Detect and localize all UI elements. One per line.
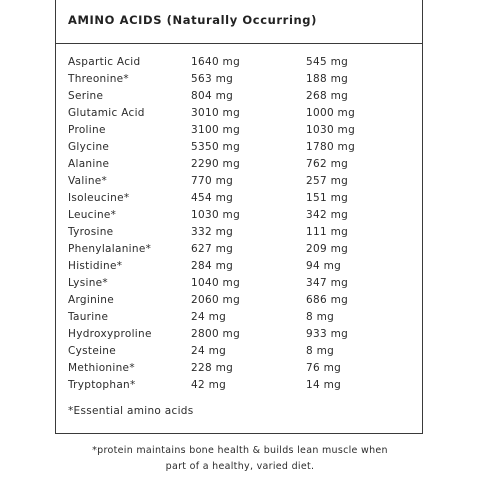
amino-acid-list	[68, 54, 418, 394]
amount-column-1: 563 mg	[191, 73, 234, 85]
amino-acid-name: Glutamic Acid	[68, 107, 145, 119]
amount-column-1: 2290 mg	[191, 158, 241, 170]
amount-column-1: 770 mg	[191, 175, 234, 187]
amount-column-1: 1040 mg	[191, 277, 241, 289]
table-row	[68, 241, 418, 258]
amount-column-2: 347 mg	[306, 277, 349, 289]
amount-column-1: 454 mg	[191, 192, 234, 204]
table-row	[68, 292, 418, 309]
table-row	[68, 207, 418, 224]
amount-column-2: 14 mg	[306, 379, 342, 391]
amount-column-2: 209 mg	[306, 243, 349, 255]
table-row	[68, 173, 418, 190]
amount-column-2: 686 mg	[306, 294, 349, 306]
amino-acid-name: Histidine*	[68, 260, 123, 272]
amount-column-2: 257 mg	[306, 175, 349, 187]
amino-acid-name: Lysine*	[68, 277, 108, 289]
amount-column-1: 228 mg	[191, 362, 234, 374]
amino-acid-name: Glycine	[68, 141, 110, 153]
table-row	[68, 88, 418, 105]
amount-column-1: 5350 mg	[191, 141, 241, 153]
panel-title: AMINO ACIDS (Naturally Occurring)	[68, 13, 317, 27]
protein-note-line-1: *protein maintains bone health & builds lean muscle when	[92, 445, 388, 456]
amino-acid-name: Cysteine	[68, 345, 117, 357]
amount-column-1: 24 mg	[191, 311, 227, 323]
amino-acid-name: Phenylalanine*	[68, 243, 152, 255]
table-row	[68, 258, 418, 275]
amount-column-1: 42 mg	[191, 379, 227, 391]
table-row	[68, 360, 418, 377]
amount-column-2: 933 mg	[306, 328, 349, 340]
amino-acid-name: Alanine	[68, 158, 110, 170]
title-divider	[56, 43, 422, 44]
amino-acid-name: Tryptophan*	[68, 379, 136, 391]
table-row	[68, 275, 418, 292]
table-row	[68, 377, 418, 394]
amount-column-1: 1640 mg	[191, 56, 241, 68]
amount-column-2: 111 mg	[306, 226, 349, 238]
table-row	[68, 156, 418, 173]
amount-column-1: 284 mg	[191, 260, 234, 272]
amino-acid-name: Tyrosine	[68, 226, 114, 238]
amino-acid-name: Proline	[68, 124, 106, 136]
table-row	[68, 122, 418, 139]
amount-column-2: 342 mg	[306, 209, 349, 221]
essential-footnote: *Essential amino acids	[68, 405, 194, 417]
amino-acid-name: Threonine*	[68, 73, 129, 85]
amino-acid-name: Aspartic Acid	[68, 56, 141, 68]
amino-acids-panel	[55, 0, 423, 434]
table-row	[68, 326, 418, 343]
table-row	[68, 224, 418, 241]
table-row	[68, 71, 418, 88]
amount-column-1: 2060 mg	[191, 294, 241, 306]
table-row	[68, 309, 418, 326]
table-row	[68, 105, 418, 122]
amount-column-2: 268 mg	[306, 90, 349, 102]
amount-column-1: 1030 mg	[191, 209, 241, 221]
amount-column-2: 1000 mg	[306, 107, 356, 119]
amount-column-1: 3100 mg	[191, 124, 241, 136]
amount-column-2: 8 mg	[306, 345, 335, 357]
amount-column-2: 76 mg	[306, 362, 342, 374]
amount-column-1: 2800 mg	[191, 328, 241, 340]
protein-note	[0, 443, 480, 475]
amino-acid-name: Methionine*	[68, 362, 135, 374]
amount-column-1: 332 mg	[191, 226, 234, 238]
table-row	[68, 190, 418, 207]
amount-column-1: 804 mg	[191, 90, 234, 102]
amino-acid-name: Valine*	[68, 175, 108, 187]
table-row	[68, 139, 418, 156]
amount-column-2: 8 mg	[306, 311, 335, 323]
protein-note-line-2: part of a healthy, varied diet.	[165, 461, 315, 472]
amount-column-2: 151 mg	[306, 192, 349, 204]
amount-column-1: 24 mg	[191, 345, 227, 357]
amount-column-2: 94 mg	[306, 260, 342, 272]
amino-acid-name: Leucine*	[68, 209, 117, 221]
amount-column-1: 3010 mg	[191, 107, 241, 119]
amount-column-1: 627 mg	[191, 243, 234, 255]
amino-acid-name: Hydroxyproline	[68, 328, 152, 340]
amino-acid-name: Serine	[68, 90, 104, 102]
amino-acid-name: Arginine	[68, 294, 114, 306]
table-row	[68, 343, 418, 360]
table-row	[68, 54, 418, 71]
amino-acid-name: Taurine	[68, 311, 109, 323]
amount-column-2: 188 mg	[306, 73, 349, 85]
amount-column-2: 1780 mg	[306, 141, 356, 153]
amount-column-2: 545 mg	[306, 56, 349, 68]
amino-acid-name: Isoleucine*	[68, 192, 130, 204]
amount-column-2: 762 mg	[306, 158, 349, 170]
amount-column-2: 1030 mg	[306, 124, 356, 136]
